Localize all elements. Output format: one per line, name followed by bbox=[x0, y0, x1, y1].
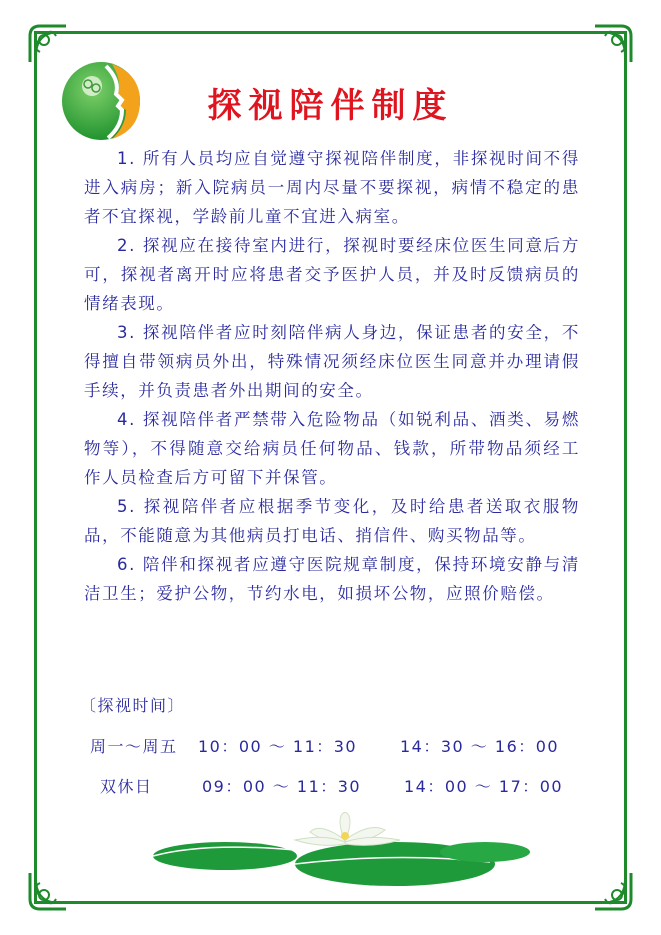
corner-ornament-icon bbox=[591, 869, 635, 913]
rule-item: 2. 探视应在接待室内进行，探视时要经床位医生同意后方可，探视者离开时应将患者交予医护人员，并及时反馈病员的情绪表现。 bbox=[84, 236, 580, 313]
corner-ornament-icon bbox=[591, 22, 635, 66]
rule-item: 6. 陪伴和探视者应遵守医院规章制度，保持环境安静与清洁卫生；爱护公物，节约水电，如损坏公物，应照价赔偿。 bbox=[84, 555, 580, 603]
visiting-hours bbox=[80, 693, 580, 814]
lotus-decoration-icon bbox=[145, 812, 545, 892]
rule-item: 5. 探视陪伴者应根据季节变化，及时给患者送取衣服物品，不能随意为其他病员打电话、捎信件、购买物品等。 bbox=[84, 497, 580, 545]
weekday-hours-row bbox=[80, 734, 580, 774]
rule-item: 4. 探视陪伴者严禁带入危险物品（如锐利品、酒类、易燃物等），不得随意交给病员任何物品、钱款，所带物品须经工作人员检查后方可留下并保管。 bbox=[84, 410, 580, 487]
page-title: 探视陪伴制度 bbox=[207, 86, 454, 126]
weekday-afternoon: 14：30 ～ 16：00 bbox=[400, 737, 560, 756]
rules-list bbox=[84, 144, 580, 608]
weekend-hours-row bbox=[80, 774, 580, 814]
rule-item: 1. 所有人员均应自觉遵守探视陪伴制度，非探视时间不得进入病房；新入院病员一周内尽量不要探视，病情不稳定的患者不宜探视，学龄前儿童不宜进入病室。 bbox=[84, 149, 580, 226]
weekday-label: 周一～周五 bbox=[90, 737, 178, 756]
rule-item: 3. 探视陪伴者应时刻陪伴病人身边，保证患者的安全，不得擅自带领病员外出，特殊情况须经床位医生同意并办理请假手续，并负责患者外出期间的安全。 bbox=[84, 323, 580, 400]
corner-ornament-icon bbox=[26, 869, 70, 913]
weekday-morning: 10：00 ～ 11：30 bbox=[198, 737, 358, 756]
weekend-label: 双休日 bbox=[100, 777, 153, 796]
weekend-morning: 09：00 ～ 11：30 bbox=[202, 777, 362, 796]
weekend-afternoon: 14：00 ～ 17：00 bbox=[404, 777, 564, 796]
visiting-hours-heading: 〔探视时间〕 bbox=[80, 696, 186, 715]
